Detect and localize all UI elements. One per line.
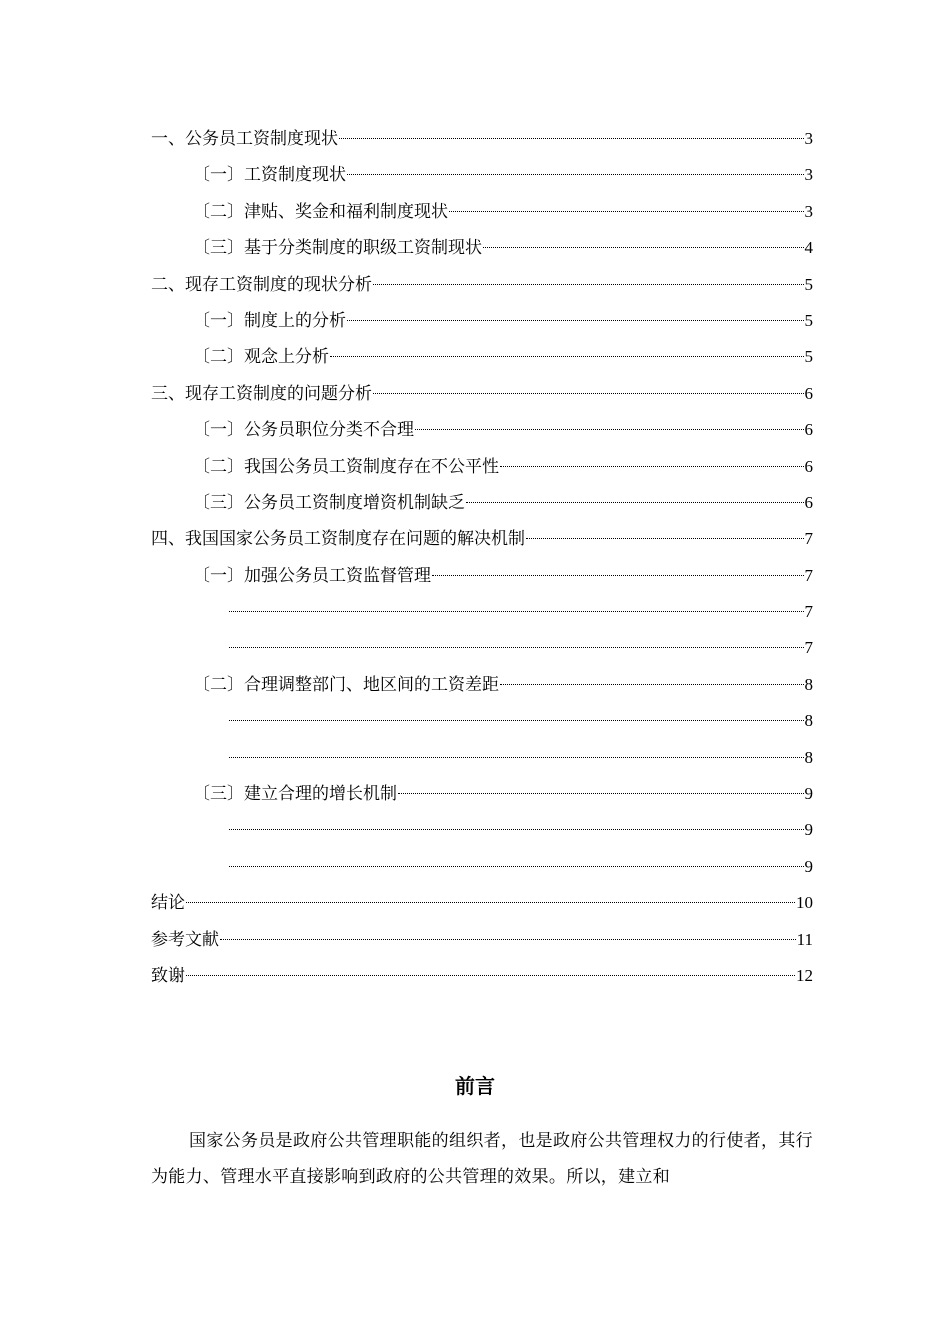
toc-entry-page: 6 — [804, 456, 813, 476]
toc-entry-title: 二、现存工资制度的现状分析 — [151, 274, 372, 295]
toc-entry[interactable] — [151, 376, 813, 412]
toc-entry[interactable] — [151, 558, 813, 594]
toc-entry-page: 5 — [804, 347, 813, 367]
toc-entry[interactable] — [151, 849, 813, 885]
toc-leader-dots — [526, 538, 804, 539]
toc-leader-dots — [330, 356, 804, 357]
toc-leader-dots — [220, 939, 796, 940]
toc-leader-dots — [229, 611, 804, 612]
toc-entry[interactable] — [151, 121, 813, 157]
toc-entry-title: 〔二〕观念上分析 — [193, 347, 329, 368]
toc-entry[interactable] — [151, 194, 813, 230]
toc-leader-dots — [449, 211, 804, 212]
toc-entry[interactable] — [151, 776, 813, 812]
toc-entry-title: 一、公务员工资制度现状 — [151, 129, 338, 149]
toc-entry[interactable] — [151, 812, 813, 848]
toc-entry-page: 9 — [804, 784, 813, 804]
toc-entry-title: 〔三〕建立合理的增长机制 — [193, 784, 397, 805]
toc-entry[interactable] — [151, 703, 813, 739]
toc-entry-title: 〔一〕公务员职位分类不合理 — [193, 420, 414, 441]
toc-entry[interactable] — [151, 594, 813, 630]
toc-entry[interactable] — [151, 449, 813, 485]
toc-entry-title: 〔二〕津贴、奖金和福利制度现状 — [193, 201, 448, 222]
toc-entry[interactable] — [151, 885, 813, 921]
toc-leader-dots — [339, 138, 804, 139]
toc-leader-dots — [347, 174, 804, 175]
toc-entry[interactable] — [151, 740, 813, 776]
toc-entry[interactable] — [151, 303, 813, 339]
toc-entry-title: 〔二〕合理调整部门、地区间的工资差距 — [193, 674, 499, 695]
toc-entry-title: 致谢 — [151, 965, 185, 986]
toc-entry-page: 5 — [804, 274, 813, 294]
toc-entry-page: 7 — [804, 638, 813, 658]
toc-entry-title: 〔二〕我国公务员工资制度存在不公平性 — [193, 456, 499, 477]
toc-leader-dots — [229, 866, 804, 867]
toc-leader-dots — [186, 902, 795, 903]
toc-entry[interactable] — [151, 630, 813, 666]
toc-entry-page: 5 — [804, 310, 813, 330]
toc-entry-page: 6 — [804, 383, 813, 403]
toc-entry[interactable] — [151, 412, 813, 448]
preface-paragraph: 国家公务员是政府公共管理职能的组织者，也是政府公共管理权力的行使者，其行为能力、管理水平直接影响到政府的公共管理的效果。所以，建立和 — [151, 1131, 813, 1187]
toc-leader-dots — [398, 793, 804, 794]
toc-leader-dots — [483, 247, 804, 248]
toc-entry[interactable] — [151, 667, 813, 703]
toc-entry[interactable] — [151, 157, 813, 193]
toc-entry-page: 3 — [804, 201, 813, 221]
toc-entry-page: 8 — [804, 747, 813, 767]
toc-leader-dots — [347, 320, 804, 321]
toc-leader-dots — [373, 284, 804, 285]
toc-entry[interactable] — [151, 521, 813, 557]
toc-entry[interactable] — [151, 339, 813, 375]
toc-entry[interactable] — [151, 230, 813, 266]
toc-leader-dots — [229, 757, 804, 758]
toc-leader-dots — [500, 684, 804, 685]
toc-entry-title: 〔一〕制度上的分析 — [193, 310, 346, 331]
toc-entry-page: 6 — [804, 492, 813, 512]
toc-leader-dots — [229, 829, 804, 830]
toc-entry-title: 〔三〕公务员工资制度增资机制缺乏 — [193, 492, 465, 513]
toc-entry-page: 3 — [804, 129, 813, 148]
toc-entry-page: 8 — [804, 674, 813, 694]
toc-entry-title: 〔一〕加强公务员工资监督管理 — [193, 565, 431, 586]
toc-leader-dots — [373, 393, 804, 394]
toc-entry-page: 8 — [804, 711, 813, 731]
toc-leader-dots — [186, 975, 795, 976]
toc-entry[interactable] — [151, 485, 813, 521]
toc-entry-page: 9 — [804, 856, 813, 876]
toc-entry-title: 〔一〕工资制度现状 — [193, 165, 346, 186]
toc-entry[interactable] — [151, 267, 813, 303]
toc-entry-page: 7 — [804, 565, 813, 585]
toc-entry-page: 9 — [804, 820, 813, 840]
preface-heading: 前言 — [455, 1074, 495, 1098]
toc-leader-dots — [229, 647, 804, 648]
toc-entry-title: 四、我国国家公务员工资制度存在问题的解决机制 — [151, 529, 525, 550]
toc-entry-title: 〔三〕基于分类制度的职级工资制现状 — [193, 238, 482, 259]
toc-entry-page: 7 — [804, 529, 813, 549]
toc-leader-dots — [500, 466, 804, 467]
toc-entry-page: 10 — [796, 893, 813, 913]
toc-entry-page: 12 — [796, 965, 813, 985]
toc-leader-dots — [415, 429, 804, 430]
toc-entry-title: 三、现存工资制度的问题分析 — [151, 383, 372, 404]
toc-entry-page: 3 — [804, 165, 813, 185]
toc-entry-page: 11 — [796, 929, 813, 949]
toc-entry-title: 参考文献 — [151, 929, 219, 950]
toc-entry[interactable] — [151, 958, 813, 994]
toc-leader-dots — [432, 575, 804, 576]
toc-entry-page: 7 — [804, 602, 813, 622]
table-of-contents — [151, 121, 813, 994]
toc-entry-page: 4 — [804, 238, 813, 258]
toc-leader-dots — [229, 720, 804, 721]
toc-entry[interactable] — [151, 922, 813, 958]
toc-leader-dots — [466, 502, 804, 503]
toc-entry-page: 6 — [804, 420, 813, 440]
toc-entry-title: 结论 — [151, 893, 185, 914]
